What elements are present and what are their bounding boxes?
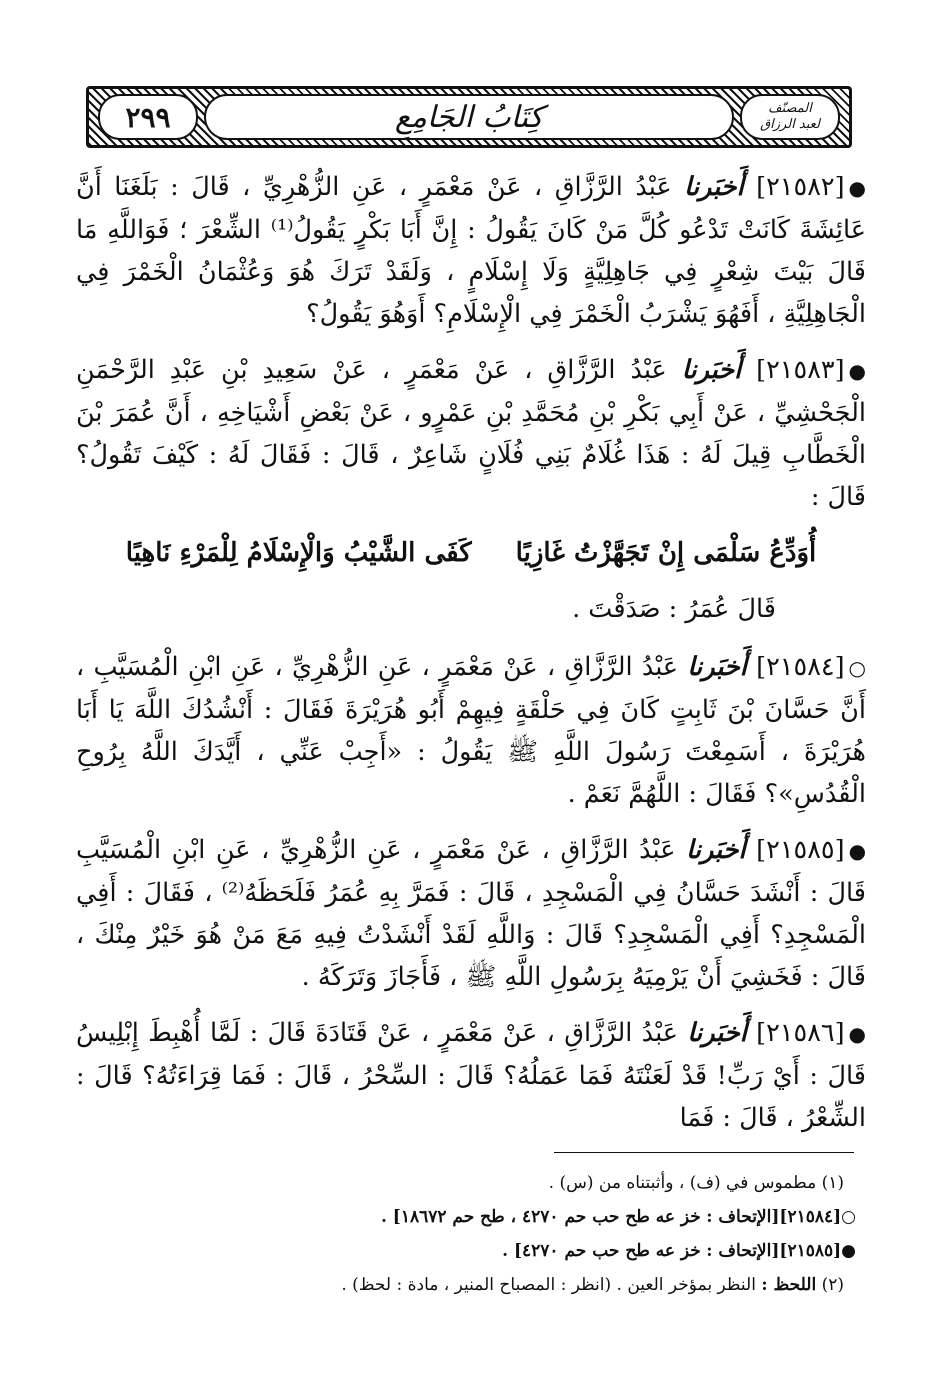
book-logo — [740, 94, 840, 140]
ithaf-ref: [٢١٥٨٥] — [779, 1241, 842, 1261]
ithaf-note-21584 — [76, 1200, 856, 1234]
entry-marker: ○ — [848, 656, 866, 680]
ithaf-label: [الإتحاف : — [706, 1207, 780, 1227]
footnote-2-number: (٢) — [821, 1275, 844, 1295]
hadith-entry-21584 — [76, 646, 866, 815]
ithaf-text: خز عه طح حب حم ٤٢٧٠ ، طح حم ١٨٦٧٢] . — [380, 1207, 701, 1227]
hadith-entry-21582 — [76, 166, 866, 335]
page-header — [86, 86, 852, 148]
entry-ref: [٢١٥٨٣] — [756, 355, 845, 385]
entry-ref: [٢١٥٨٤] — [756, 652, 845, 682]
entry-ref: [٢١٥٨٢] — [756, 172, 845, 202]
verse-hemistich-2: كَفَى الشَّيْبُ وَالْإِسْلَامُ لِلْمَرْءِ نَاهِيًا — [125, 538, 472, 568]
book-logo-line1: المصنّف — [768, 101, 812, 116]
footnote-1: (١) مطموس في (ف) ، وأثبتناه من (س) . — [548, 1173, 844, 1193]
chapter-title-cartouche — [204, 94, 734, 140]
entry-ref: [٢١٥٨٦] — [756, 1018, 845, 1048]
entry-text: عَبْدُ الرَّزَّاقِ ، عَنْ مَعْمَرٍ ، عَنِ الزُّهْرِيِّ ، عَنِ ابْنِ الْمُسَيَّبِ ، أَنَّ حَسَّانَ بْنَ ثَابِتٍ كَانَ فِي حَلْقَةٍ فِيهِمْ أَبُو هُرَيْرَةَ فَقَالَ : أَنْشُدُكَ اللَّهَ يَا أَبَا هُرَيْرَةَ ، أَسَمِعْتَ رَسُولَ اللَّهِ ﷺ يَقُولُ : «أَجِبْ عَنِّي ، أَيَّدَكَ اللَّهُ بِرُوحِ الْقُدُسِ»؟ فَقَالَ : اللَّهُمَّ نَعَمْ . — [76, 652, 866, 809]
entry-text: عَبْدُ الرَّزَّاقِ ، عَنْ مَعْمَرٍ ، عَنِ الزُّهْرِيِّ ، عَنِ ابْنِ الْمُسَيَّبِ قَالَ : أَنْشَدَ حَسَّانُ فِي الْمَسْجِدِ ، قَالَ : فَمَرَّ بِهِ عُمَرُ فَلَحَظَهُ⁽²⁾ ، فَقَالَ : أَفِي الْمَسْجِدِ؟ أَفِي الْمَسْجِدِ؟ قَالَ : وَاللَّهِ لَقَدْ أَنْشَدْتُ فِيهِ مَعَ مَنْ هُوَ خَيْرٌ مِنْكَ ، قَالَ : فَخَشِيَ أَنْ يَرْمِيَهُ بِرَسُولِ اللَّهِ ﷺ ، فَأَجَازَ وَتَرَكَهُ . — [76, 835, 866, 992]
ithaf-marker: ○ — [841, 1207, 856, 1227]
akhbarana-word: أَخبَرنا — [681, 355, 742, 385]
ithaf-ref: [٢١٥٨٤] — [779, 1207, 842, 1227]
entry-marker: ● — [848, 839, 867, 863]
verse-response: قَالَ عُمَرُ : صَدَقْتَ . — [572, 594, 776, 624]
entry-text: عَبْدُ الرَّزَّاقِ ، عَنْ مَعْمَرٍ ، عَنْ سَعِيدِ بْنِ عَبْدِ الرَّحْمَنِ الْجَحْشِيِّ ، عَنْ أَبِي بَكْرِ بْنِ مُحَمَّدِ بْنِ عَمْرٍو ، عَنْ بَعْضِ أَشْيَاخِهِ ، أَنَّ عُمَرَ بْنَ الْخَطَّابِ قِيلَ لَهُ : هَذَا غُلَامٌ بَنِي فُلَانٍ شَاعِرٌ ، قَالَ : فَقَالَ لَهُ : كَيْفَ تَقُولُ؟ قَالَ : — [76, 355, 866, 512]
footnote-divider — [554, 1152, 854, 1153]
akhbarana-word: أَخبَرنا — [687, 1018, 747, 1048]
akhbarana-word: أَخبَرنا — [684, 172, 744, 202]
footnote-2-text: النظر بمؤخر العين . (انظر : المصباح المنير ، مادة : لحظ) . — [341, 1275, 756, 1295]
main-text — [76, 166, 866, 1153]
footnote-2 — [76, 1268, 856, 1302]
ithaf-label: [الإتحاف : — [706, 1241, 780, 1261]
page-number-badge — [98, 94, 198, 140]
ithaf-text: خز عه طح حب حم ٤٢٧٠] . — [502, 1241, 701, 1261]
ithaf-note-21585 — [76, 1234, 856, 1268]
entry-marker: ● — [848, 1022, 866, 1046]
verse-hemistich-1: أُوَدِّعُ سَلْمَى إِنْ تَجَهَّزْتُ غَازِيًا — [515, 538, 817, 568]
entry-marker: ● — [848, 359, 866, 383]
entry-text: عَبْدُ الرَّزَّاقِ ، عَنْ مَعْمَرٍ ، عَنِ الزُّهْرِيِّ ، قَالَ : بَلَغَنَا أَنَّ عَائِشَةَ كَانَتْ تَدْعُو كُلَّ مَنْ كَانَ يَقُولُ : إِنَّ أَبَا بَكْرٍ يَقُولُ⁽¹⁾ الشِّعْرَ ؛ فَوَاللَّهِ مَا قَالَ بَيْتَ شِعْرٍ فِي جَاهِلِيَّةٍ وَلَا إِسْلَامٍ ، وَلَقَدْ تَرَكَ هُوَ وَعُثْمَانُ الْخَمْرَ فِي الْجَاهِلِيَّةِ ، أَفَهُوَ يَشْرَبُ الْخَمْرَ فِي الْإِسْلَامِ؟ أَوَهُوَ يَقُولُ؟ — [76, 172, 867, 329]
entry-marker: ● — [848, 176, 866, 200]
chapter-title: كِتَابُ الجَامِعِ — [394, 99, 544, 135]
entry-ref: [٢١٥٨٥] — [756, 835, 845, 865]
poetry-verse — [76, 532, 866, 574]
ithaf-marker: ● — [841, 1241, 856, 1261]
footnote-2-term: اللحظ : — [761, 1275, 817, 1295]
hadith-entry-21586 — [76, 1012, 866, 1139]
entry-text: عَبْدُ الرَّزَّاقِ ، عَنْ مَعْمَرٍ ، عَنْ قَتَادَةَ قَالَ : لَمَّا أُهْبِطَ إِبْلِيسُ قَالَ : أَيْ رَبِّ! قَدْ لَعَنْتَهُ فَمَا عَمَلُهُ؟ قَالَ : السِّحْرُ ، قَالَ : فَمَا قِرَاءَتُهُ؟ قَالَ : الشِّعْرُ ، قَالَ : فَمَا — [76, 1018, 866, 1133]
hadith-entry-21583 — [76, 349, 866, 518]
akhbarana-word: أَخبَرنا — [686, 835, 746, 865]
page-number: ٢٩٩ — [125, 100, 171, 134]
footnotes — [76, 1166, 856, 1302]
akhbarana-word: أَخبَرنا — [687, 652, 747, 682]
book-logo-line2: لعبد الرزاق — [760, 117, 820, 132]
hadith-entry-21585 — [76, 829, 866, 998]
